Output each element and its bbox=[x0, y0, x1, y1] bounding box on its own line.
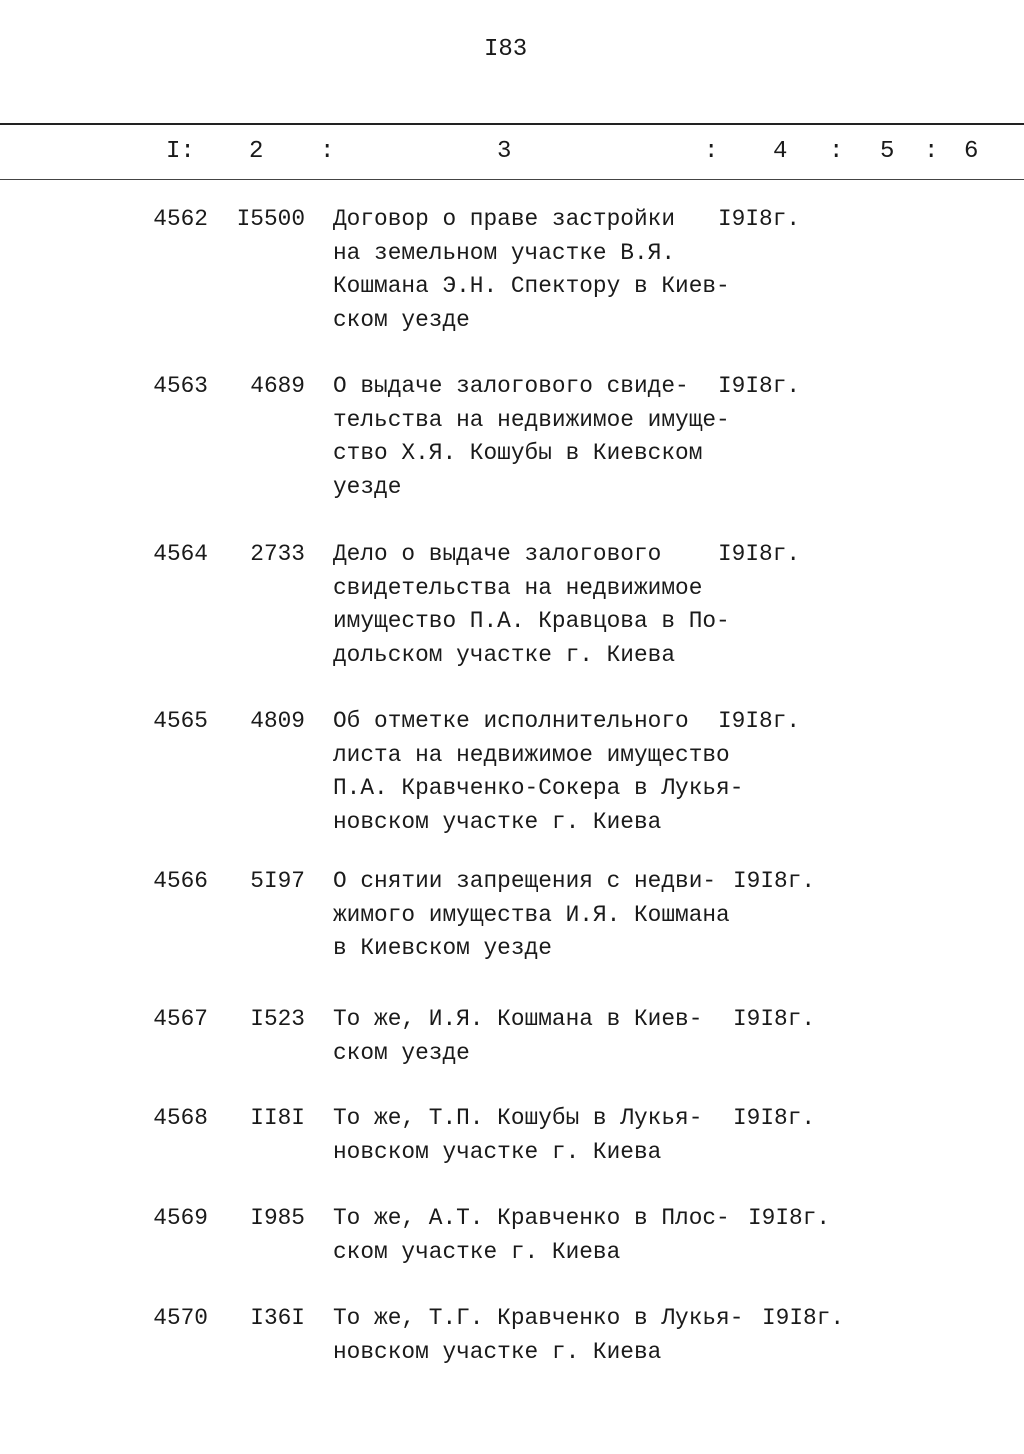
header-col2: 2 bbox=[249, 138, 264, 165]
entry-year: I9I8г. bbox=[718, 373, 801, 399]
header-sep: : bbox=[829, 138, 844, 165]
entry-year: I9I8г. bbox=[762, 1305, 845, 1331]
header-col1: I: bbox=[166, 138, 195, 165]
entry-description bbox=[333, 705, 743, 839]
description-line: свидетельства на недвижимое bbox=[333, 574, 703, 601]
description-line: тельства на недвижимое имуще- bbox=[333, 406, 730, 433]
description-line: в Киевском уезде bbox=[333, 935, 552, 961]
description-line: То же, Т.Г. Кравченко в Лукья- bbox=[333, 1305, 744, 1331]
entry-description bbox=[333, 1302, 743, 1369]
description-line: имущество П.А. Кравцова в По- bbox=[333, 608, 730, 634]
entry-reference: 4809 bbox=[250, 708, 305, 734]
entry-year: I9I8г. bbox=[733, 868, 816, 894]
description-line: новском участке г. Киева bbox=[333, 1338, 662, 1365]
description-line: То же, И.Я. Кошмана в Киев- bbox=[333, 1006, 703, 1032]
header-col6: 6 bbox=[964, 138, 979, 165]
entry-reference: 5I97 bbox=[250, 868, 305, 894]
entry-description bbox=[333, 1003, 702, 1070]
description-line: О выдаче залогового свиде- bbox=[333, 373, 689, 399]
description-line: Договор о праве застройки bbox=[333, 206, 676, 232]
description-line: жимого имущества И.Я. Кошмана bbox=[333, 901, 730, 928]
entry-number: 4565 bbox=[153, 708, 208, 734]
description-line: ском уезде bbox=[333, 306, 470, 333]
header-top-rule bbox=[0, 123, 1024, 125]
entry-description bbox=[333, 538, 730, 672]
description-line: ском уезде bbox=[333, 1039, 470, 1066]
entry-number: 4566 bbox=[153, 868, 208, 894]
entry-number: 4562 bbox=[153, 206, 208, 232]
entry-year: I9I8г. bbox=[733, 1006, 816, 1032]
description-line: на земельном участке В.Я. bbox=[333, 239, 676, 266]
description-line: Кошмана Э.Н. Спектору в Киев- bbox=[333, 273, 730, 299]
description-line: Дело о выдаче залогового bbox=[333, 541, 662, 567]
entry-year: I9I8г. bbox=[718, 708, 801, 734]
entry-number: 4567 bbox=[153, 1006, 208, 1032]
entry-number: 4570 bbox=[153, 1305, 208, 1331]
entry-reference: II8I bbox=[250, 1105, 305, 1131]
description-line: То же, А.Т. Кравченко в Плос- bbox=[333, 1205, 730, 1231]
entry-number: 4564 bbox=[153, 541, 208, 567]
entry-description bbox=[333, 865, 730, 966]
entry-description bbox=[333, 370, 730, 504]
header-col5: 5 bbox=[880, 138, 895, 165]
header-bottom-rule bbox=[0, 179, 1024, 180]
description-line: листа на недвижимое имущество bbox=[333, 741, 730, 768]
entry-description bbox=[333, 1202, 730, 1269]
entry-reference: I985 bbox=[250, 1205, 305, 1231]
header-sep: : bbox=[320, 138, 335, 165]
description-line: ство Х.Я. Кошубы в Киевском bbox=[333, 440, 703, 466]
description-line: ском участке г. Киева bbox=[333, 1238, 621, 1265]
page-number: I83 bbox=[484, 36, 528, 63]
entry-year: I9I8г. bbox=[718, 206, 801, 232]
entry-reference: I523 bbox=[250, 1006, 305, 1032]
description-line: То же, Т.П. Кошубы в Лукья- bbox=[333, 1105, 703, 1131]
description-line: дольском участке г. Киева bbox=[333, 641, 676, 668]
entry-number: 4563 bbox=[153, 373, 208, 399]
header-sep: : bbox=[704, 138, 719, 165]
entry-year: I9I8г. bbox=[733, 1105, 816, 1131]
header-col4: 4 bbox=[773, 138, 788, 165]
description-line: новском участке г. Киева bbox=[333, 808, 662, 835]
entry-year: I9I8г. bbox=[748, 1205, 831, 1231]
entry-reference: 4689 bbox=[250, 373, 305, 399]
entry-description bbox=[333, 1102, 702, 1169]
entry-description bbox=[333, 203, 730, 337]
entry-reference: I36I bbox=[250, 1305, 305, 1331]
description-line: П.А. Кравченко-Сокера в Лукья- bbox=[333, 775, 744, 801]
header-sep: : bbox=[924, 138, 939, 165]
description-line: Об отметке исполнительного bbox=[333, 708, 689, 734]
entry-reference: 2733 bbox=[250, 541, 305, 567]
entry-number: 4569 bbox=[153, 1205, 208, 1231]
description-line: уезде bbox=[333, 473, 402, 500]
entry-number: 4568 bbox=[153, 1105, 208, 1131]
entry-year: I9I8г. bbox=[718, 541, 801, 567]
header-col3: 3 bbox=[497, 138, 512, 165]
description-line: О снятии запрещения с недви- bbox=[333, 868, 717, 894]
description-line: новском участке г. Киева bbox=[333, 1138, 662, 1165]
entry-reference: I5500 bbox=[236, 206, 305, 232]
